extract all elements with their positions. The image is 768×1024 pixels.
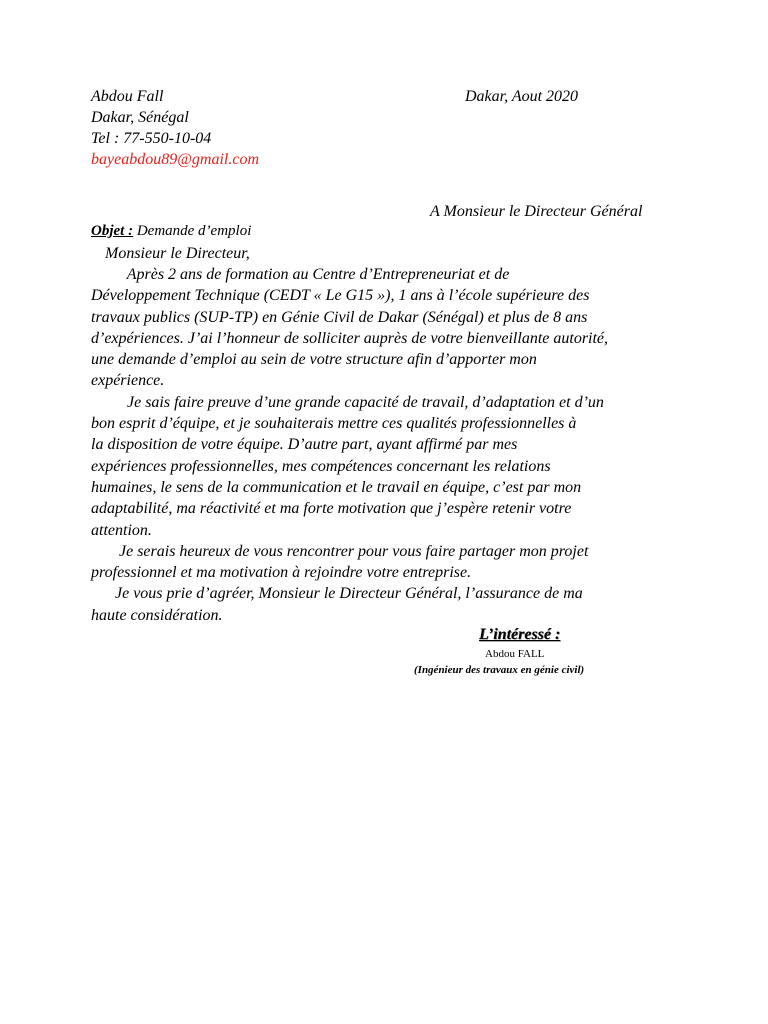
sender-name: Abdou Fall — [91, 88, 164, 105]
body-line: travaux publics (SUP-TP) en Génie Civil de Dakar (Sénégal) et plus de 8 ans — [91, 308, 588, 326]
sender-block — [91, 86, 259, 170]
place-date: Dakar, Aout 2020 — [465, 88, 579, 105]
recipient: A Monsieur le Directeur Général — [430, 203, 643, 220]
sender-email: bayeabdou89@gmail.com — [91, 151, 260, 168]
body-line: professionnel et ma motivation à rejoindre votre entreprise. — [91, 564, 472, 582]
body-line: Je vous prie d’agréer, Monsieur le Directeur Général, l’assurance de ma — [91, 585, 583, 603]
body-line: expérience. — [91, 372, 165, 390]
body-line: adaptabilité, ma réactivité et ma forte motivation que j’espère retenir votre — [91, 500, 572, 518]
letter-body — [91, 264, 691, 626]
body-line: une demande d’emploi au sein de votre structure afin d’apporter mon — [91, 351, 537, 369]
body-line: Après 2 ans de formation au Centre d’Entrepreneuriat et de — [91, 266, 510, 283]
sender-phone: Tel : 77-550-10-04 — [91, 130, 212, 147]
body-line: Je serais heureux de vous rencontrer pour vous faire partager mon projet — [91, 542, 589, 560]
body-line: d’expériences. J’ai l’honneur de solliciter auprès de votre bienveillante autorité, — [91, 329, 609, 347]
body-line: Développement Technique (CEDT « Le G15 »), 1 ans à l’école supérieure des — [91, 287, 590, 305]
body-line: attention. — [91, 521, 152, 539]
signature-name: Abdou FALL — [485, 648, 545, 660]
object-text: Demande d’emploi — [133, 223, 252, 239]
sender-city: Dakar, Sénégal — [91, 109, 189, 126]
object-label: Objet : — [91, 223, 134, 239]
body-line: expériences professionnelles, mes compétences concernant les relations — [91, 457, 551, 475]
body-line: haute considération. — [91, 606, 223, 624]
body-line: bon esprit d’équipe, et je souhaiterais mettre ces qualités professionnelles à — [91, 415, 577, 433]
signature-role: (Ingénieur des travaux en génie civil) — [414, 664, 585, 676]
signature-title: L’intéressé : — [479, 626, 561, 643]
object-line — [91, 221, 251, 241]
salutation: Monsieur le Directeur, — [105, 245, 250, 262]
body-line: Je sais faire preuve d’une grande capacité de travail, d’adaptation et d’un — [91, 393, 604, 411]
body-line: humaines, le sens de la communication et le travail en équipe, c’est par mon — [91, 478, 582, 496]
body-line: la disposition de votre équipe. D’autre part, ayant affirmé par mes — [91, 436, 518, 454]
